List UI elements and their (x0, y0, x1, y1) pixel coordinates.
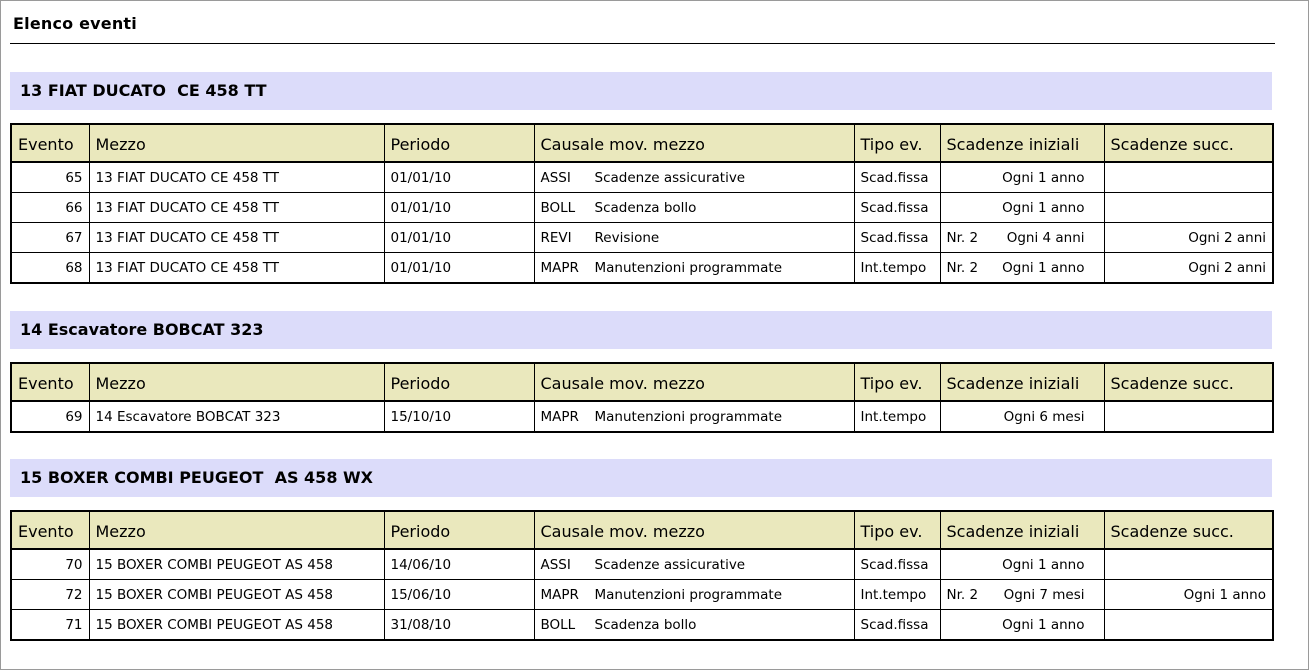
periodo-cell: 01/01/10 (384, 253, 534, 284)
scadenze-iniziali-cell (940, 580, 1104, 610)
column-header: Tipo ev. (854, 124, 940, 162)
column-header: Scadenze succ. (1104, 511, 1273, 549)
scadenze-succ-cell: Ogni 2 anni (1104, 253, 1273, 284)
causale-cell (534, 193, 854, 223)
column-header: Scadenze iniziali (940, 511, 1104, 549)
column-header: Tipo ev. (854, 511, 940, 549)
table-row[interactable] (11, 253, 1273, 284)
causale-description: Manutenzioni programmate (594, 259, 783, 276)
scadenze-iniziali-cell (940, 162, 1104, 193)
column-header: Scadenze iniziali (940, 124, 1104, 162)
table-row[interactable] (11, 610, 1273, 641)
causale-code: REVI (540, 229, 572, 246)
scadenze-iniziali-value: Ogni 4 anni (1006, 229, 1085, 246)
column-header: Mezzo (89, 511, 384, 549)
scadenze-succ-cell (1104, 549, 1273, 580)
causale-cell (534, 253, 854, 284)
column-header: Mezzo (89, 124, 384, 162)
column-header: Periodo (384, 124, 534, 162)
column-header: Scadenze succ. (1104, 124, 1273, 162)
tipo-cell: Int.tempo (854, 401, 940, 432)
causale-description: Scadenze assicurative (594, 556, 746, 573)
scadenze-succ-cell (1104, 193, 1273, 223)
column-header: Scadenze succ. (1104, 363, 1273, 401)
column-header: Causale mov. mezzo (534, 124, 854, 162)
mezzo-cell: 15 BOXER COMBI PEUGEOT AS 458 (89, 610, 384, 641)
tipo-cell: Scad.fissa (854, 610, 940, 641)
evento-cell: 65 (11, 162, 89, 193)
table-header-row (11, 363, 1273, 401)
causale-cell (534, 580, 854, 610)
scadenze-succ-cell (1104, 162, 1273, 193)
table-row[interactable] (11, 223, 1273, 253)
group-header: 14 Escavatore BOBCAT 323 (10, 311, 1272, 349)
column-header: Tipo ev. (854, 363, 940, 401)
scadenze-iniziali-value: Ogni 1 anno (1002, 616, 1085, 633)
table-header-row (11, 124, 1273, 162)
periodo-cell: 31/08/10 (384, 610, 534, 641)
scadenze-succ-cell: Ogni 2 anni (1104, 223, 1273, 253)
table-row[interactable] (11, 162, 1273, 193)
causale-description: Scadenza bollo (594, 199, 697, 216)
tipo-cell: Int.tempo (854, 253, 940, 284)
causale-description: Scadenza bollo (594, 616, 697, 633)
causale-cell (534, 610, 854, 641)
scadenze-iniziali-nr: Nr. 2 (946, 586, 979, 603)
evento-cell: 70 (11, 549, 89, 580)
evento-cell: 69 (11, 401, 89, 432)
causale-description: Manutenzioni programmate (594, 586, 783, 603)
periodo-cell: 15/06/10 (384, 580, 534, 610)
scadenze-iniziali-cell (940, 549, 1104, 580)
causale-description: Scadenze assicurative (594, 169, 746, 186)
scadenze-iniziali-value: Ogni 1 anno (1002, 259, 1085, 276)
vehicle-group (10, 459, 1272, 641)
scadenze-succ-cell (1104, 401, 1273, 432)
causale-code: ASSI (540, 169, 571, 186)
periodo-cell: 14/06/10 (384, 549, 534, 580)
column-header: Evento (11, 511, 89, 549)
periodo-cell: 01/01/10 (384, 162, 534, 193)
causale-cell (534, 401, 854, 432)
events-table (10, 123, 1274, 284)
tipo-cell: Int.tempo (854, 580, 940, 610)
scadenze-iniziali-value: Ogni 6 mesi (1003, 408, 1085, 425)
causale-code: ASSI (540, 556, 571, 573)
events-table (10, 510, 1274, 641)
column-header: Evento (11, 363, 89, 401)
periodo-cell: 01/01/10 (384, 223, 534, 253)
table-row[interactable] (11, 580, 1273, 610)
table-row[interactable] (11, 193, 1273, 223)
causale-description: Manutenzioni programmate (594, 408, 783, 425)
causale-code: MAPR (540, 259, 579, 276)
evento-cell: 71 (11, 610, 89, 641)
tipo-cell: Scad.fissa (854, 223, 940, 253)
periodo-cell: 15/10/10 (384, 401, 534, 432)
column-header: Mezzo (89, 363, 384, 401)
scadenze-iniziali-cell (940, 193, 1104, 223)
scadenze-iniziali-cell (940, 610, 1104, 641)
scadenze-iniziali-cell (940, 223, 1104, 253)
tipo-cell: Scad.fissa (854, 549, 940, 580)
mezzo-cell: 14 Escavatore BOBCAT 323 (89, 401, 384, 432)
tipo-cell: Scad.fissa (854, 193, 940, 223)
column-header: Causale mov. mezzo (534, 363, 854, 401)
title-divider (10, 43, 1275, 44)
mezzo-cell: 13 FIAT DUCATO CE 458 TT (89, 162, 384, 193)
mezzo-cell: 13 FIAT DUCATO CE 458 TT (89, 253, 384, 284)
scadenze-iniziali-value: Ogni 1 anno (1002, 556, 1085, 573)
column-header: Evento (11, 124, 89, 162)
group-header: 15 BOXER COMBI PEUGEOT AS 458 WX (10, 459, 1272, 497)
column-header: Causale mov. mezzo (534, 511, 854, 549)
scadenze-iniziali-cell (940, 253, 1104, 284)
column-header: Periodo (384, 511, 534, 549)
causale-code: MAPR (540, 586, 579, 603)
scadenze-iniziali-nr: Nr. 2 (946, 229, 979, 246)
causale-cell (534, 223, 854, 253)
group-header: 13 FIAT DUCATO CE 458 TT (10, 72, 1272, 110)
mezzo-cell: 15 BOXER COMBI PEUGEOT AS 458 (89, 580, 384, 610)
evento-cell: 72 (11, 580, 89, 610)
causale-cell (534, 549, 854, 580)
causale-description: Revisione (594, 229, 660, 246)
scadenze-iniziali-value: Ogni 1 anno (1002, 199, 1085, 216)
evento-cell: 66 (11, 193, 89, 223)
tipo-cell: Scad.fissa (854, 162, 940, 193)
causale-cell (534, 162, 854, 193)
scadenze-iniziali-cell (940, 401, 1104, 432)
causale-code: BOLL (540, 616, 576, 633)
vehicle-group (10, 311, 1272, 433)
scadenze-succ-cell: Ogni 1 anno (1104, 580, 1273, 610)
vehicle-group (10, 72, 1272, 284)
table-row[interactable] (11, 401, 1273, 432)
table-row[interactable] (11, 549, 1273, 580)
mezzo-cell: 15 BOXER COMBI PEUGEOT AS 458 (89, 549, 384, 580)
causale-code: MAPR (540, 408, 579, 425)
scadenze-iniziali-nr: Nr. 2 (946, 259, 979, 276)
column-header: Periodo (384, 363, 534, 401)
evento-cell: 67 (11, 223, 89, 253)
periodo-cell: 01/01/10 (384, 193, 534, 223)
mezzo-cell: 13 FIAT DUCATO CE 458 TT (89, 223, 384, 253)
events-table (10, 362, 1274, 433)
table-header-row (11, 511, 1273, 549)
evento-cell: 68 (11, 253, 89, 284)
scadenze-succ-cell (1104, 610, 1273, 641)
report-title: Elenco eventi (13, 14, 137, 33)
scadenze-iniziali-value: Ogni 7 mesi (1003, 586, 1085, 603)
column-header: Scadenze iniziali (940, 363, 1104, 401)
mezzo-cell: 13 FIAT DUCATO CE 458 TT (89, 193, 384, 223)
scadenze-iniziali-value: Ogni 1 anno (1002, 169, 1085, 186)
causale-code: BOLL (540, 199, 576, 216)
